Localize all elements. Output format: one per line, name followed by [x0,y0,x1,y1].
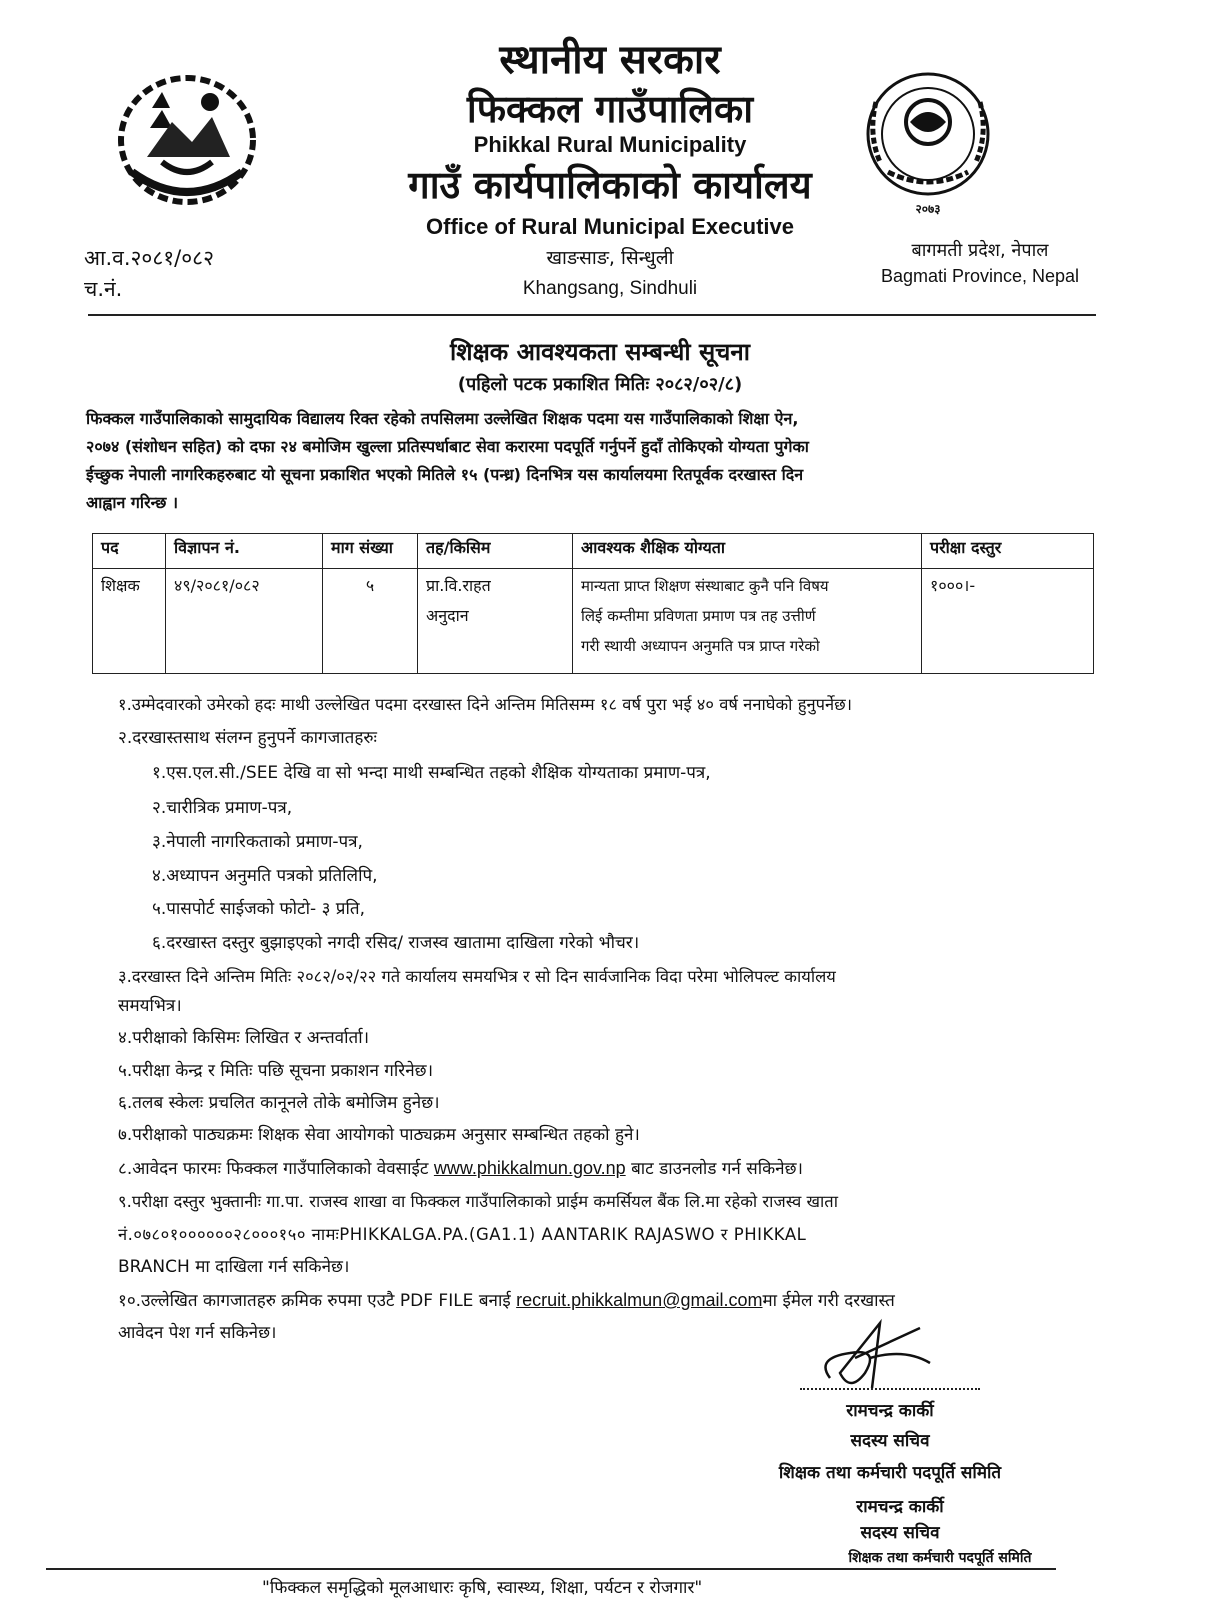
website-link[interactable]: www.phikkalmun.gov.np [433,1158,626,1178]
signatory-committee: शिक्षक तथा कर्मचारी पदपूर्ति समिति [778,1463,1002,1483]
cell-ad-no: ४९/२०८१/०८२ [166,569,323,674]
province-en: Bagmati Province, Nepal [880,266,1080,286]
signatory-name: रामचन्द्र कार्की [846,1401,934,1421]
term-9c: BRANCH मा दाखिला गर्न सकिनेछ। [118,1257,350,1277]
table-row [93,569,1094,674]
stamp-role: सदस्य सचिव [860,1523,940,1543]
term-2-5: ५.पासपोर्ट साईजको फोटो- ३ प्रति, [152,899,365,919]
header-line-4: गाउँ कार्यपालिकाको कार्यालय [408,163,812,207]
term-8 [118,1156,803,1179]
term-7: ७.परीक्षाको पाठ्यक्रमः शिक्षक सेवा आयोगको पाठ्यक्रम अनुसार सम्बन्धित तहको हुने। [118,1125,640,1145]
header-divider [88,314,1096,316]
cell-qualification [573,569,922,674]
intro-line-2: २०७४ (संशोधन सहित) को दफा २४ बमोजिम खुल्ला प्रतिस्पर्धाबाट सेवा करारमा पदपूर्ति गर्नुपर्ने हुदाँ तोकिएको योग्यता पुगेका [86,437,809,456]
signature-dots [800,1388,980,1390]
intro-line-1: फिक्कल गाउँपालिकाको सामुदायिक विद्यालय रिक्त रहेको तपसिलमा उल्लेखित शिक्षक पदमा यस गाउँपालिकाको शिक्षा ऐन, [86,409,799,428]
fiscal-year: आ.व.२०८१/०८२ [84,246,215,270]
term-5: ५.परीक्षा केन्द्र र मितिः पछि सूचना प्रकाशन गरिनेछ। [118,1061,434,1081]
qualification-line-3: गरी स्थायी अध्यापन अनुमति पत्र प्राप्त गरेको [581,637,820,655]
term-2-6: ६.दरखास्त दस्तुर बुझाइएको नगदी रसिद/ राजस्व खातामा दाखिला गरेको भौचर। [152,933,640,953]
level-line-2: अनुदान [426,606,469,625]
province-np: बागमती प्रदेश, नेपाल [911,240,1049,261]
term-1: १.उम्मेदवारको उमेरको हदः माथी उल्लेखित पदमा दरखास्त दिने अन्तिम मितिसम्म १८ वर्ष पुरा भई ४० वर्ष ननाघेको हुनुपर्नेछ। [118,695,852,714]
signature-image [810,1318,940,1398]
term-9b: नं.०७८०१००००००२८०००१५० नामःPHIKKALGA.PA.(GA1.1) AANTARIK RAJASWO र PHIKKAL [118,1225,807,1244]
header-post: पद [93,534,166,569]
notice-subtitle: (पहिलो पटक प्रकाशित मितिः २०८२/०२/८) [457,374,743,395]
qualification-line-2: लिई कम्तीमा प्रविणता प्रमाण पत्र तह उत्तीर्ण [581,607,816,625]
footer-slogan: "फिक्कल समृद्धिको मूलआधारः कृषि, स्वास्थ्य, शिक्षा, पर्यटन र रोजगार" [262,1578,703,1598]
term-3b: समयभित्र। [118,996,182,1016]
footer-divider [46,1568,1056,1570]
term-2-4: ४.अध्यापन अनुमति पत्रको प्रतिलिपि, [152,866,378,886]
header-line-1: स्थानीय सरकार [499,37,721,83]
level-line-1: प्रा.वि.राहत [426,576,491,595]
term-8-text-end: बाट डाउनलोड गर्न सकिनेछ। [631,1159,803,1179]
header-count: माग संख्या [323,534,418,569]
cell-count: ५ [323,569,418,674]
signatory-role: सदस्य सचिव [850,1431,930,1451]
posts-table [92,533,1094,674]
header-line-5: Office of Rural Municipal Executive [426,214,794,239]
notice-title: शिक्षक आवश्यकता सम्बन्धी सूचना [450,338,750,366]
term-2-2: २.चारीत्रिक प्रमाण-पत्र, [152,798,293,818]
header-level: तह/किसिम [418,534,573,569]
term-10b: आवेदन पेश गर्न सकिनेछ। [118,1323,277,1343]
header-line-2: फिक्कल गाउँपालिका [466,87,754,131]
term-10-text-end: मा ईमेल गरी दरखास्त [762,1291,895,1311]
intro-line-3: ईच्छुक नेपाली नागरिकहरुबाट यो सूचना प्रकाशित भएको मितिले १५ (पन्ध्र) दिनभित्र यस कार्यालयमा रितपूर्वक दरखास्त दिन [86,465,804,484]
notice-intro [86,405,1098,517]
term-9a: ९.परीक्षा दस्तुर भुक्तानीः गा.पा. राजस्व शाखा वा फिक्कल गाउँपालिकाको प्राईम कमर्सियल बैंक लि.मा रहेको राजस्व खाता [118,1192,838,1211]
term-2-1: १.एस.एल.सी./SEE देखि वा सो भन्दा माथी सम्बन्धित तहको शैक्षिक योग्यताका प्रमाण-पत्र, [152,763,711,783]
cell-level [418,569,573,674]
email-link[interactable]: recruit.phikkalmun@gmail.com [516,1290,763,1310]
term-2-3: ३.नेपाली नागरिकताको प्रमाण-पत्र, [152,832,363,852]
nepal-emblem-logo [112,62,262,212]
reference-number: च.नं. [84,277,123,301]
term-10-text: १०.उल्लेखित कागजातहरु क्रमिक रुपमा एउटै PDF FILE बनाई [118,1291,511,1311]
term-2: २.दरखास्तसाथ संलग्न हुनुपर्ने कागजातहरुः [118,728,377,748]
stamp-committee: शिक्षक तथा कर्मचारी पदपूर्ति समिति [848,1550,1032,1566]
cell-fee: १०००।- [922,569,1094,674]
header-line-3: Phikkal Rural Municipality [473,132,747,157]
table-header-row [93,534,1094,569]
header-place-np: खाङसाङ, सिन्धुली [546,247,674,269]
qualification-line-1: मान्यता प्राप्त शिक्षण संस्थाबाट कुनै पनि विषय [581,577,829,595]
cell-post: शिक्षक [93,569,166,674]
term-3a: ३.दरखास्त दिने अन्तिम मितिः २०८२/०२/२२ गते कार्यालय समयभित्र र सो दिन सार्वजानिक विदा परेमा भोलिपल्ट कार्यालय [118,967,836,986]
intro-line-4: आह्वान गरिन्छ । [86,493,179,512]
term-4: ४.परीक्षाको किसिमः लिखित र अन्तर्वार्ता। [118,1028,370,1048]
term-10 [118,1288,895,1311]
term-6: ६.तलब स्केलः प्रचलित कानूनले तोके बमोजिम हुनेछ। [118,1093,440,1113]
header-place-en: Khangsang, Sindhuli [522,278,698,299]
stamp-year: २०७३ [915,202,941,216]
header-fee: परीक्षा दस्तुर [922,534,1094,569]
term-8-text: ८.आवेदन फारमः फिक्कल गाउँपालिकाको वेवसाईट [118,1159,429,1179]
header-ad-no: विज्ञापन नं. [166,534,323,569]
stamp-name: रामचन्द्र कार्की [856,1497,944,1517]
header-qualification: आवश्यक शैक्षिक योग्यता [573,534,922,569]
